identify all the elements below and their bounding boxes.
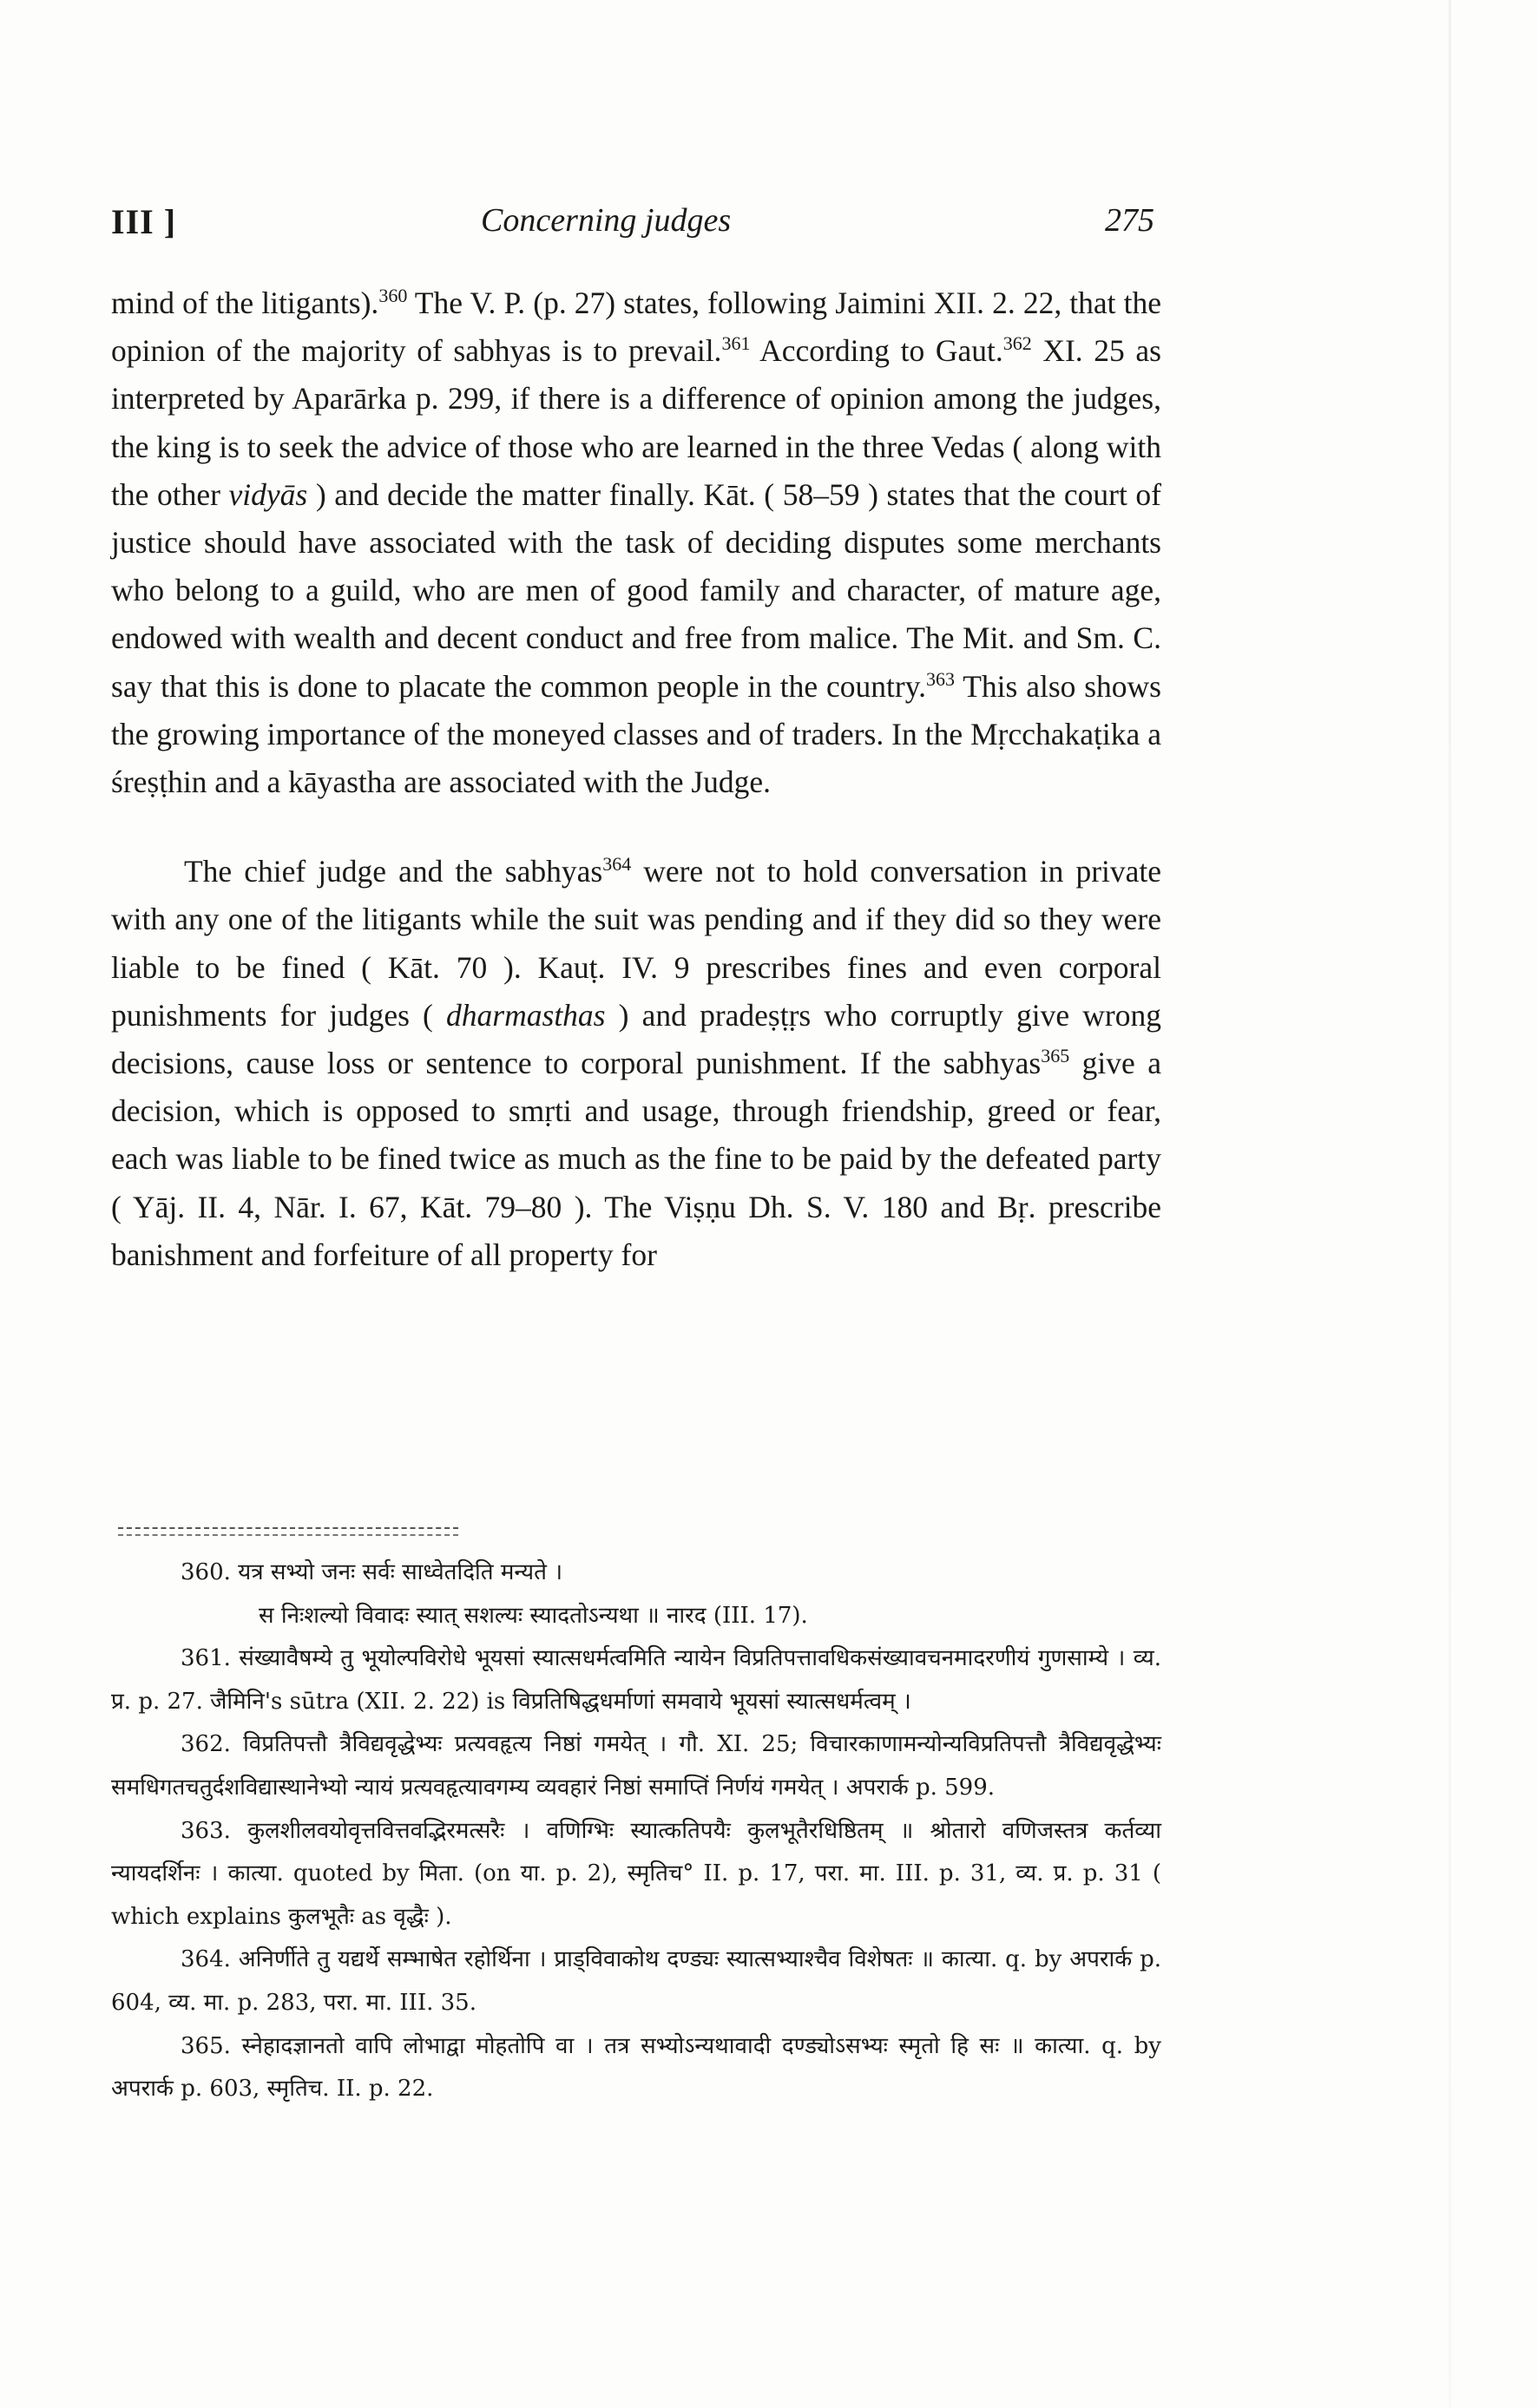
footnote-ref-362: 362 [1002,332,1032,355]
paragraph-2 [111,848,1161,1279]
text-run: According to Gaut. [750,333,1003,369]
footnote-divider [118,1527,458,1536]
text-run: ) and decide the matter finally. Kāt. ( 58–59 ) states that the court of justice should have associated with the task of deciding disputes some merchants who belong to a guild, who are men of good family and character, of mature age, endowed with wealth and decent conduct and free from malice. The Mit. and Sm. C. say that this is done to placate the common people in the country. [111,476,1161,704]
chapter-marker: III ] [111,202,177,241]
footnote-364: 364. अनिर्णीते तु यद्यर्थे सम्भाषेत रहोर्थिना । प्राड्विवाकोथ दण्ड्यः स्यात्सभ्याश्चैव विशेषतः ॥ कात्या. q. by अपरार्क p. 604, व्य. मा. p. 283, परा. मा. III. 35. [111,1946,1161,2016]
footnote-362: 362. विप्रतिपत्तौ त्रैविद्यवृद्धेभ्यः प्रत्यवहृत्य निष्ठां गमयेत् । गौ. XI. 25; विचारकाणामन्योन्यविप्रतिपत्तौ त्रैविद्यवृद्धेभ्यः समधिगतचतुर्दशविद्यास्थानेभ्यो न्यायं प्रत्यवहृत्यावगम्य व्यवहारं निष्ठां समाप्तिं निर्णयं गमयेत् । अपरार्क p. 599. [111,1731,1161,1801]
footnote-360 [111,1552,1161,1637]
text-run: XI. 25 as interpreted by Aparārka p. 299, if there is a difference of opinion among the judges, the king is to seek the advice of those who are learned in the three Vedas ( along with the other [111,333,1162,512]
italic-term-dharmasthas: dharmasthas [446,997,606,1033]
footnote-360-line-1: 360. यत्र सभ्यो जनः सर्वः साध्वेतदिति मन्यते । [181,1559,563,1585]
footnote-ref-365: 365 [1041,1045,1070,1067]
paragraph-1 [111,279,1161,806]
text-run: were not to hold conversation in private with any one of the litigants while the suit was pending and if they did so they were liable to be fined ( Kāt. 70 ). Kauṭ. IV. 9 prescribes fines and even corporal punishments for judges ( [111,854,1162,1033]
footnotes-section [111,1552,1161,2111]
text-run: The V. P. (p. 27) states, following Jaimini XII. 2. 22, that the opinion of the majority of sabhyas is to prevail. [111,285,1161,369]
text-run: ) and pradeṣṭṛs who corruptly give wrong decisions, cause loss or sentence to corporal punishment. If the sabhyas [111,997,1161,1081]
running-header [111,201,1161,253]
footnote-365: 365. स्नेहादज्ञानतो वापि लोभाद्वा मोहतोपि वा । तत्र सभ्योऽन्यथावादी दण्ड्योऽसभ्यः स्मृतो हि सः ॥ कात्या. q. by अपरार्क p. 603, स्मृतिच. II. p. 22. [111,2032,1161,2103]
text-run: give a decision, which is opposed to smṛti and usage, through friendship, greed or fear, each was liable to be fined twice as much as the fine to be paid by the defeated party ( Yāj. II. 4, Nār. I. 67, Kāt. 79–80 ). The Viṣṇu Dh. S. V. 180 and Bṛ. prescribe banishment and forfeiture of all property for [111,1046,1161,1272]
page-number: 275 [1105,202,1154,239]
footnote-ref-361: 361 [721,332,751,355]
footnote-ref-364: 364 [602,853,632,876]
text-run: The chief judge and the sabhyas [184,854,603,889]
footnote-ref-360: 360 [378,285,408,307]
footnote-361: 361. संख्यावैषम्ये तु भूयोल्पविरोधे भूयसां स्यात्सधर्मत्वमिति न्यायेन विप्रतिपत्तावधिकसंख्यावचनमादरणीयं गुणसाम्ये । व्य. प्र. p. 27. जैमिनि's sūtra (XII. 2. 22) is विप्रतिषिद्धधर्माणां समवाये भूयसां स्यात्सधर्मत्वम् । [111,1645,1161,1715]
main-text [111,279,1161,1279]
italic-term-vidyas: vidyās [228,476,308,512]
text-run: mind of the litigants). [111,285,379,320]
footnote-ref-363: 363 [926,667,956,690]
text-run: This also shows the growing importance of the moneyed classes and of traders. In the Mṛcchakaṭika a śreṣṭhin and a kāyastha are associated with the Judge. [111,668,1161,800]
footnote-363: 363. कुलशीलवयोवृत्तवित्तवद्भिरमत्सरैः । वणिग्भिः स्यात्कतिपयैः कुलभूतैरधिष्ठितम् ॥ श्रोतारो वणिजस्तत्र कर्तव्या न्यायदर्शिनः । कात्या. quoted by मिता. (on या. p. 2), स्मृतिच° II. p. 17, परा. मा. III. p. 31, व्य. प्र. p. 31 ( which explains कुलभूतैः as वृद्धैः ). [111,1817,1161,1930]
footnote-360-line-2: स निःशल्यो विवादः स्यात् सशल्यः स्यादतोऽन्यथा ॥ नारद (III. 17). [259,1602,808,1629]
page-edge-shadow [1449,0,1451,2408]
running-title: Concerning judges [481,202,732,239]
